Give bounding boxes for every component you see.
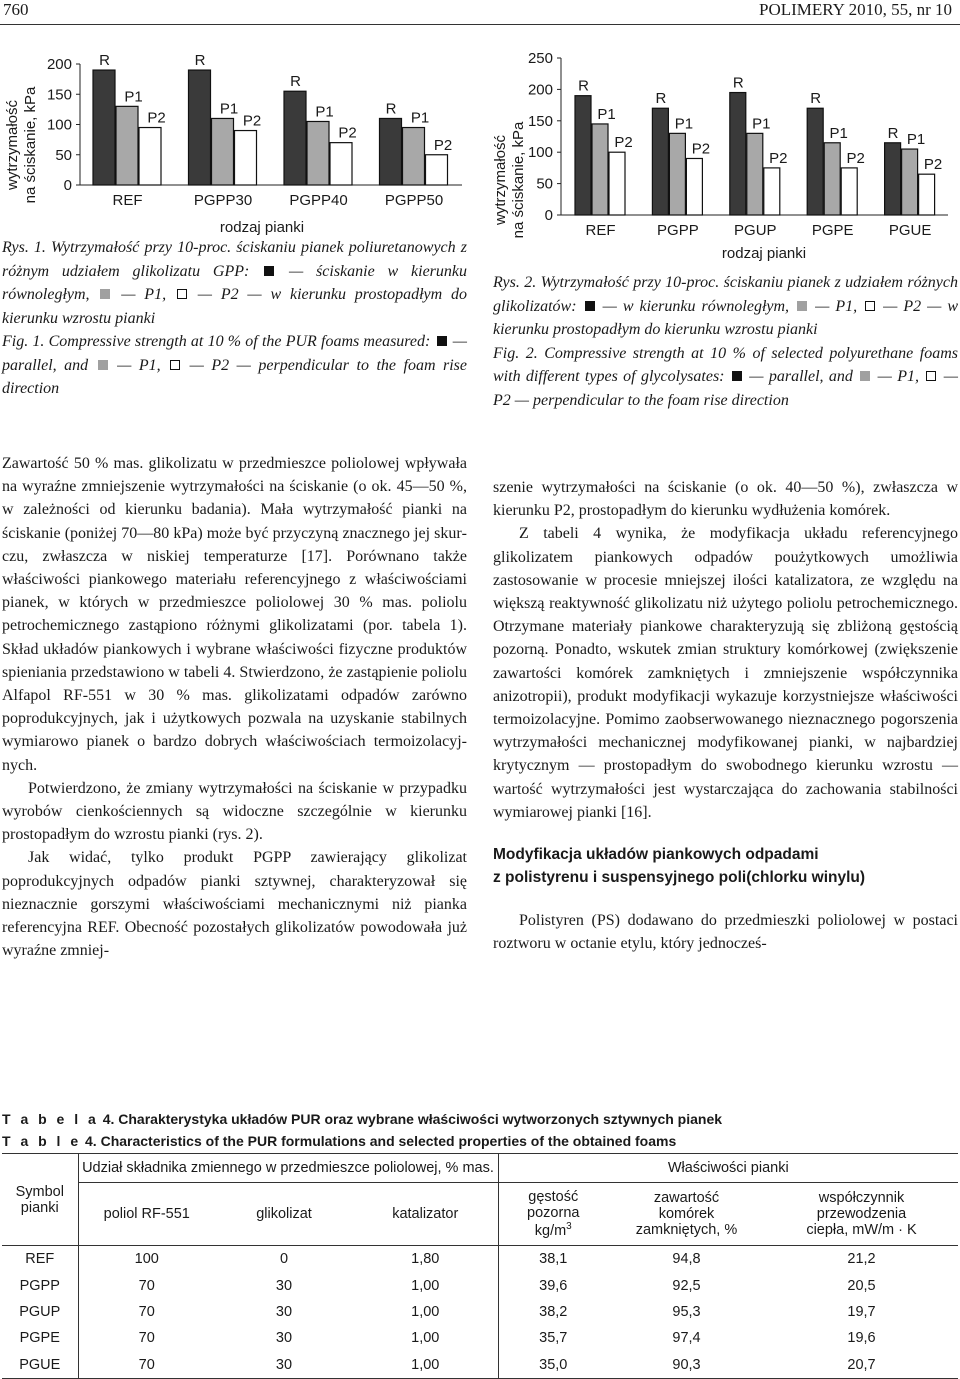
table-header-symbol: Symbol pianki [2, 1154, 78, 1246]
figure1-plot [4, 52, 462, 236]
bar-p2 [609, 152, 625, 215]
table-cell-poliol: 70 [78, 1352, 215, 1379]
table-cell-symbol: PGPE [2, 1325, 78, 1351]
legend-black-square-icon [264, 266, 274, 276]
table-cell-glikolizat: 30 [275, 1303, 293, 1320]
table-cell-conductivity: 19,6 [847, 1330, 876, 1347]
table-cell-glikolizat: 30 [215, 1352, 353, 1379]
figure1-caption [2, 236, 467, 401]
bar-label: R [810, 90, 822, 108]
header-rule [0, 24, 960, 25]
x-tick-label: PGPP [657, 222, 699, 239]
legend-white-square-icon [865, 301, 875, 311]
bar-p2 [330, 143, 352, 185]
paragraph: Zawartość 50 % mas. glikolizatu w przedmieszce poliolowej wpływała na wyraźne zmniejszenie wytrzymałości na ściskanie (o ok. 45—50 %, w zależności od kierunku badania). Mała wytrzymałość pianki na ściskanie (poniżej 70—80 kPa) może być przyczyną znacznego jej skurczu, zwłaszcza w niskiej temperaturze [17]. Porównano także właściwości piankowego materiału referencyjnego z właściwościami pianek, w których w przedmieszce poliolowej 30 % mas. poliolu petrochemicznego zastąpiono różnymi glikolizatami (por. tabela 1). Skład układów piankowych i wybrane właściwości fizyczne produktów spieniania przedstawiono w tabeli 4. Stwierdzono, że zastąpienie poliolu Alfapol RF-551 w 30 % mas. glikolizatami odpadów zarówno poprodukcyjnych, jak i użytkowych pozwala na uzyskanie stabilnych wymiarowo pianek o bardzo dobrych właściwościach termoizolacyjnych. [2, 455, 467, 774]
table-cell-katalizator: 1,00 [353, 1299, 498, 1325]
table-cell-conductivity: 21,2 [847, 1251, 876, 1268]
y-tick-label: 100 [527, 144, 553, 162]
figure1-chart [0, 40, 470, 240]
bar-label: R [578, 77, 589, 95]
table-cell-glikolizat: 30 [275, 1330, 293, 1347]
bar-label: P1 [124, 88, 143, 106]
bar-p1 [592, 124, 608, 215]
table-header-poliol: poliol RF-551 [78, 1183, 215, 1246]
figure2-caption [493, 271, 958, 412]
x-tick-label: PGPP50 [384, 192, 444, 209]
page-number: 760 [3, 0, 29, 19]
table-cell-conductivity: 20,5 [847, 1277, 876, 1294]
table-cell-density: 39,6 [539, 1277, 568, 1294]
bar-label: P2 [433, 136, 453, 154]
bar-label: R [99, 52, 110, 70]
legend-white-square-icon [926, 371, 936, 381]
legend-grey-square-icon [860, 371, 870, 381]
y-tick-label: 0 [544, 207, 553, 224]
legend-white-square-icon [177, 289, 187, 299]
bar-p1 [902, 149, 918, 215]
bar-r [652, 108, 668, 215]
bar-label: R [732, 74, 744, 92]
table-cell-poliol: 70 [138, 1330, 155, 1347]
table-cell-glikolizat: 0 [279, 1251, 289, 1268]
bar-p1 [116, 106, 138, 185]
y-tick-label: 150 [527, 112, 553, 130]
figure2-ylabel-line1: wytrzymałość [492, 134, 509, 226]
bar-p2 [764, 168, 780, 215]
figure1-ylabel-line1: wytrzymałość [4, 99, 21, 191]
table-row [2, 1246, 958, 1273]
bar-p2 [139, 128, 161, 185]
bar-p1 [403, 128, 425, 185]
table-cell-poliol: 70 [138, 1277, 155, 1294]
figure1-xlabel: rodzaj pianki [219, 219, 305, 236]
table-cell-closed-cells: 95,3 [672, 1303, 701, 1320]
bar-label: P2 [147, 109, 166, 127]
figure2-chart [488, 40, 960, 265]
table-cell-density: 35,7 [539, 1330, 568, 1347]
bar-r [189, 70, 211, 185]
bar-p1 [669, 133, 685, 215]
bar-label: P2 [614, 134, 633, 152]
table-cell-symbol: PGUE [2, 1352, 78, 1379]
left-column [2, 452, 467, 962]
journal-header: POLIMERY 2010, 55, nr 10 [759, 0, 952, 19]
table-cell-poliol: 70 [138, 1303, 155, 1320]
bar-label: R [290, 73, 301, 91]
table-cell-conductivity: 20,7 [765, 1352, 958, 1379]
paragraph: Polistyren (PS) dodawano do przedmieszki poliolowej w postaci roztworu w octanie etylu, który jednocześ- [493, 912, 958, 953]
table-row [2, 1325, 958, 1351]
figure2-caption-pl: Rys. 2. Wytrzymałość przy 10-proc. ściskaniu pianek z udziałem różnych glikolizatów: — w kierunku równoległym, — P1, — P2 — w kierunku prostopadłym do kierunku wzrostu pianki [493, 274, 959, 338]
table-cell-katalizator: 1,00 [353, 1325, 498, 1351]
section-heading-line1: Modyfikacja układów piankowych odpadami [493, 846, 819, 864]
bar-label: R [655, 90, 667, 108]
table-caption-pl: T a b e l a 4. Charakterystyka układów PUR oraz wybrane właściwości wytworzonych sztywnych pianek [2, 1111, 723, 1127]
table-header-closed-cells: zawartość komórek zamkniętych, % [608, 1183, 765, 1246]
bar-p2 [841, 168, 857, 215]
right-column [493, 476, 958, 955]
section-heading-line2: z polistyrenu i suspensyjnego poli(chlorku winylu) [493, 869, 866, 887]
table-header-katalizator: katalizator [353, 1183, 498, 1246]
table-cell-katalizator: 1,80 [353, 1246, 498, 1273]
y-tick-label: 200 [527, 81, 553, 99]
legend-grey-square-icon [100, 289, 110, 299]
bar-p1 [747, 133, 763, 215]
y-tick-label: 100 [46, 116, 72, 134]
bar-label: P1 [597, 105, 616, 123]
figure2-caption-en: Fig. 2. Compressive strength at 10 % of selected polyurethane foams with different types of glycolysates: — parallel, and — P1, — P2 — perpendicular to the foam rise direction [493, 344, 959, 409]
table-row [2, 1299, 958, 1325]
bar-r [885, 143, 901, 215]
table-header-density: gęstość pozorna $kg/m^3$ [498, 1183, 608, 1246]
bar-p2 [919, 174, 935, 215]
bar-label: P1 [219, 100, 239, 118]
bar-label: P1 [752, 115, 771, 133]
bar-label: P1 [906, 131, 926, 149]
figure2-ylabel-line2: na ściskanie, kPa [510, 121, 527, 239]
figure1-ylabel-line2: na ściskanie, kPa [22, 86, 39, 204]
y-tick-label: 50 [55, 146, 72, 164]
table-cell-symbol: PGUP [2, 1299, 78, 1325]
y-tick-label: 250 [527, 50, 553, 67]
bar-p2 [426, 155, 448, 185]
table-cell-density: 35,0 [498, 1352, 608, 1379]
table-header-glikolizat: glikolizat [215, 1183, 353, 1246]
table-header-group-properties: Właściwości pianki [498, 1154, 958, 1183]
y-tick-label: 0 [63, 177, 72, 194]
x-tick-label: PGUP [734, 222, 777, 239]
y-tick-label: 150 [46, 86, 72, 104]
paragraph: Potwierdzono, że zmiany wytrzymałości na ściskanie w przypadku wyrobów cienkościennych są widoczne szczególnie w kierunku prostopadłym do wzrostu pianki (rys. 2). [2, 779, 467, 844]
legend-black-square-icon [585, 301, 595, 311]
bar-label: P2 [691, 140, 711, 158]
legend-grey-square-icon [797, 301, 807, 311]
bar-r [93, 70, 115, 185]
bar-p2 [686, 158, 702, 215]
table-caption-en: T a b l e 4. Characteristics of the PUR formulations and selected properties of the obtained foams [2, 1133, 677, 1149]
bar-label: P2 [338, 124, 357, 142]
bar-r [807, 108, 823, 215]
bar-label: R [194, 52, 206, 70]
bar-label: R [887, 124, 899, 142]
bar-label: P2 [769, 149, 788, 167]
bar-p1 [307, 121, 329, 185]
x-tick-label: PGPP30 [193, 192, 253, 209]
figure2-xlabel: rodzaj pianki [721, 245, 807, 262]
y-tick-label: 50 [536, 175, 553, 193]
table-cell-closed-cells: 90,3 [608, 1352, 765, 1379]
x-tick-label: PGPE [811, 222, 854, 239]
x-tick-label: PGUE [888, 222, 932, 239]
bar-r [380, 118, 402, 185]
table-cell-density: 38,2 [539, 1303, 568, 1320]
bar-p1 [212, 118, 234, 185]
table-cell-symbol: REF [2, 1246, 78, 1273]
table-cell-katalizator: 1,00 [353, 1352, 498, 1379]
bar-label: P1 [315, 103, 334, 121]
paragraph: szenie wytrzymałości na ściskanie (o ok. 40—50 %), zwłaszcza w kierunku P2, prostopadłym do kierunku wydłużenia komórek. [493, 479, 958, 520]
bar-r [575, 96, 591, 215]
x-tick-label: PGPP40 [289, 192, 348, 209]
table-cell-density: 38,1 [539, 1251, 568, 1268]
table-cell-glikolizat: 30 [275, 1277, 293, 1294]
bar-p2 [235, 131, 257, 185]
bar-label: P2 [923, 156, 943, 174]
table-4 [2, 1153, 958, 1379]
table-cell-katalizator: 1,00 [353, 1272, 498, 1298]
table-cell-closed-cells: 97,4 [672, 1330, 701, 1347]
paragraph: Z tabeli 4 wynika, że modyfikacja układu referencyjnego glikolizatem piankowych odpadów poużytkowych umożliwia zastosowanie w procesie mniejszej ilości katalizatora, ze względu na większą reaktywność glikolizatu niż użytego poliolu petrochemicznego. Otrzymane materiały piankowe charakteryzują się zbliżoną gęstością pozorną. Ponadto, wskutek zmian struktury komórkowej (zwiększenie zawartości komórek zamkniętych i zmniejszenie współczynnika anizotropii), produkt modyfikacji wykazuje korzystniejsze właściwości termoizolacyjne. Pomimo zaobserwowanego nieznacznego pogorszenia wytrzymałości mechanicznej modyfikowanej pianki, w najbardziej krytycznym — prostopadłym do swobodnego kierunku wzrostu — wartość wytrzymałości jest wystarczająca do zachowania stabilności wymiarowej pianki [16]. [493, 525, 958, 821]
section-heading [493, 843, 958, 889]
figure1-caption-en: Fig. 1. Compressive strength at 10 % of the PUR foams measured: — parallel, and — P1, — P2 — perpendicular to the foam rise direction [2, 333, 468, 397]
bar-label: P2 [242, 112, 262, 130]
table-cell-closed-cells: 92,5 [672, 1277, 701, 1294]
table-row [2, 1272, 958, 1298]
bar-r [730, 93, 746, 215]
paragraph: Jak widać, tylko produkt PGPP zawierający glikolizat poprodukcyjnych odpadów pianki sztywnej, charakteryzował się nieznacznie gorszymi właściwościami mechanicznymi niż pianka referencyjna REF. Obecność pozostałych glikolizatów powodowała już wyraźne zmniej- [2, 849, 467, 960]
table-header-conductivity: współczynnik przewodzenia ciepła, mW/m · K [765, 1183, 958, 1246]
bar-label: P1 [829, 124, 848, 142]
bar-label: P1 [674, 115, 694, 133]
y-tick-label: 200 [46, 56, 72, 73]
table-cell-conductivity: 19,7 [847, 1303, 876, 1320]
bar-label: R [385, 100, 397, 118]
figure2-plot [492, 50, 948, 262]
table-row [2, 1352, 958, 1379]
table-cell-symbol: PGPP [2, 1272, 78, 1298]
bar-label: P1 [410, 109, 430, 127]
table-header-group-composition: Udział składnika zmiennego w przedmieszce poliolowej, % mas. [78, 1154, 498, 1183]
legend-white-square-icon [170, 360, 180, 370]
bar-r [284, 91, 306, 185]
figure1-caption-pl: Rys. 1. Wytrzymałość przy 10-proc. ściskaniu pianek poliuretanowych z różnym udziałem glikolizatu GPP: — ściskanie w kierunku równoległym, — P1, — P2 — w kierunku prostopadłym do kierunku wzrostu pianki [2, 239, 468, 327]
legend-black-square-icon [732, 371, 742, 381]
table-body [2, 1246, 958, 1379]
table-cell-closed-cells: 94,8 [672, 1251, 701, 1268]
table-cell-poliol: 100 [134, 1251, 159, 1268]
x-tick-label: REF [112, 192, 143, 209]
bar-label: P2 [846, 149, 865, 167]
legend-grey-square-icon [98, 360, 108, 370]
x-tick-label: REF [585, 222, 616, 239]
bar-p1 [824, 143, 840, 215]
legend-black-square-icon [437, 336, 447, 346]
